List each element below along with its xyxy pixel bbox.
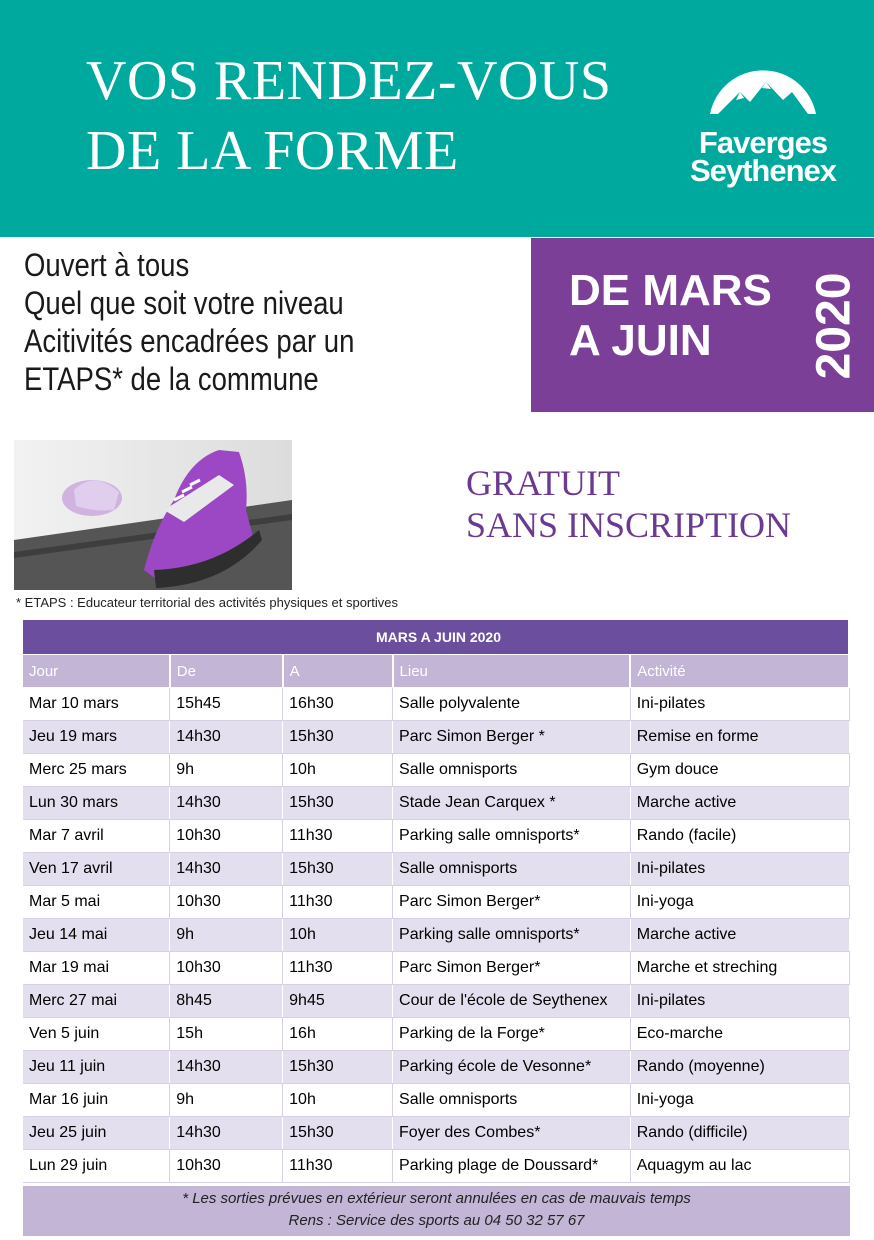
mountain-logo-icon bbox=[688, 52, 838, 132]
cell-de: 15h bbox=[170, 1018, 283, 1051]
cell-activite: Marche et streching bbox=[630, 952, 849, 985]
header-banner bbox=[0, 0, 874, 237]
cell-jour: Mar 5 mai bbox=[23, 886, 170, 919]
table-row bbox=[23, 1051, 849, 1084]
cell-a: 9h45 bbox=[283, 985, 393, 1018]
contact-note: Rens : Service des sports au 04 50 32 57 67 bbox=[288, 1212, 585, 1229]
table-row bbox=[23, 820, 849, 853]
table-row bbox=[23, 1150, 849, 1183]
column-header-lieu: Lieu bbox=[393, 655, 631, 688]
page-title bbox=[86, 46, 612, 186]
cell-lieu: Cour de l'école de Seythenex bbox=[393, 985, 631, 1018]
cell-activite: Rando (moyenne) bbox=[630, 1051, 849, 1084]
cell-activite: Ini-pilates bbox=[630, 853, 849, 886]
cell-de: 9h bbox=[170, 754, 283, 787]
cell-activite: Ini-pilates bbox=[630, 985, 849, 1018]
cell-a: 10h bbox=[283, 919, 393, 952]
cell-jour: Mar 7 avril bbox=[23, 820, 170, 853]
cell-lieu: Parking salle omnisports* bbox=[393, 820, 631, 853]
table-caption-row bbox=[23, 620, 849, 655]
cell-de: 8h45 bbox=[170, 985, 283, 1018]
cell-a: 15h30 bbox=[283, 1051, 393, 1084]
cell-a: 11h30 bbox=[283, 886, 393, 919]
column-header-activite: Activité bbox=[630, 655, 849, 688]
year-label bbox=[799, 256, 869, 396]
cell-lieu: Foyer des Combes* bbox=[393, 1117, 631, 1150]
cell-a: 15h30 bbox=[283, 721, 393, 754]
cell-jour: Lun 29 juin bbox=[23, 1150, 170, 1183]
cell-de: 14h30 bbox=[170, 721, 283, 754]
cell-lieu: Parking salle omnisports* bbox=[393, 919, 631, 952]
table-row bbox=[23, 721, 849, 754]
cell-activite: Rando (facile) bbox=[630, 820, 849, 853]
intro-line-3: Acitivités encadrées par un bbox=[24, 323, 355, 359]
logo-text-line-2: Seythenex bbox=[689, 153, 837, 188]
cell-jour: Jeu 19 mars bbox=[23, 721, 170, 754]
table-row bbox=[23, 952, 849, 985]
cell-a: 15h30 bbox=[283, 853, 393, 886]
column-header-de: De bbox=[170, 655, 283, 688]
cell-a: 10h bbox=[283, 754, 393, 787]
cell-jour: Lun 30 mars bbox=[23, 787, 170, 820]
table-caption: MARS A JUIN 2020 bbox=[23, 620, 849, 655]
table-body bbox=[23, 688, 849, 1183]
cell-de: 14h30 bbox=[170, 853, 283, 886]
running-shoe-icon bbox=[14, 440, 292, 590]
running-shoe-photo bbox=[14, 440, 292, 590]
table-row bbox=[23, 919, 849, 952]
table-row bbox=[23, 787, 849, 820]
cell-a: 15h30 bbox=[283, 1117, 393, 1150]
free-line-2: SANS INSCRIPTION bbox=[466, 505, 792, 545]
table-row bbox=[23, 985, 849, 1018]
logo-text-line-1: Faverges bbox=[698, 125, 828, 160]
period-box bbox=[531, 238, 874, 412]
cell-de: 14h30 bbox=[170, 1117, 283, 1150]
cell-de: 10h30 bbox=[170, 1150, 283, 1183]
cell-de: 14h30 bbox=[170, 787, 283, 820]
cell-activite: Eco-marche bbox=[630, 1018, 849, 1051]
intro-line-1: Ouvert à tous bbox=[24, 247, 190, 283]
weather-note: * Les sorties prévues en extérieur seront annulées en cas de mauvais temps bbox=[182, 1190, 691, 1207]
cell-activite: Ini-pilates bbox=[630, 688, 849, 721]
table-row bbox=[23, 853, 849, 886]
cell-lieu: Salle omnisports bbox=[393, 853, 631, 886]
table-row bbox=[23, 688, 849, 721]
cell-de: 10h30 bbox=[170, 952, 283, 985]
cell-lieu: Parc Simon Berger* bbox=[393, 886, 631, 919]
cell-jour: Mar 10 mars bbox=[23, 688, 170, 721]
cell-jour: Jeu 14 mai bbox=[23, 919, 170, 952]
cell-activite: Remise en forme bbox=[630, 721, 849, 754]
cell-lieu: Stade Jean Carquex * bbox=[393, 787, 631, 820]
cell-lieu: Parc Simon Berger* bbox=[393, 952, 631, 985]
table-row bbox=[23, 1117, 849, 1150]
table-notes bbox=[23, 1186, 850, 1236]
cell-jour: Ven 5 juin bbox=[23, 1018, 170, 1051]
cell-lieu: Parc Simon Berger * bbox=[393, 721, 631, 754]
table-header-row bbox=[23, 655, 849, 688]
cell-a: 16h30 bbox=[283, 688, 393, 721]
cell-jour: Merc 27 mai bbox=[23, 985, 170, 1018]
cell-activite: Marche active bbox=[630, 919, 849, 952]
cell-a: 15h30 bbox=[283, 787, 393, 820]
cell-activite: Gym douce bbox=[630, 754, 849, 787]
table-row bbox=[23, 754, 849, 787]
cell-a: 11h30 bbox=[283, 820, 393, 853]
cell-activite: Marche active bbox=[630, 787, 849, 820]
cell-activite: Aquagym au lac bbox=[630, 1150, 849, 1183]
cell-activite: Rando (difficile) bbox=[630, 1117, 849, 1150]
etaps-footnote: * ETAPS : Educateur territorial des activités physiques et sportives bbox=[16, 595, 398, 610]
cell-lieu: Salle polyvalente bbox=[393, 688, 631, 721]
cell-a: 11h30 bbox=[283, 1150, 393, 1183]
cell-de: 9h bbox=[170, 919, 283, 952]
cell-de: 10h30 bbox=[170, 886, 283, 919]
period-label bbox=[569, 266, 772, 366]
cell-lieu: Parking école de Vesonne* bbox=[393, 1051, 631, 1084]
intro-line-2: Quel que soit votre niveau bbox=[24, 285, 344, 321]
period-line-1: DE MARS bbox=[569, 266, 772, 315]
cell-a: 16h bbox=[283, 1018, 393, 1051]
cell-de: 9h bbox=[170, 1084, 283, 1117]
cell-lieu: Parking de la Forge* bbox=[393, 1018, 631, 1051]
cell-jour: Jeu 25 juin bbox=[23, 1117, 170, 1150]
table-row bbox=[23, 886, 849, 919]
table-row bbox=[23, 1018, 849, 1051]
cell-de: 10h30 bbox=[170, 820, 283, 853]
cell-activite: Ini-yoga bbox=[630, 886, 849, 919]
title-line-1: VOS RENDEZ-VOUS bbox=[86, 50, 612, 112]
cell-a: 11h30 bbox=[283, 952, 393, 985]
period-line-2: A JUIN bbox=[569, 316, 712, 365]
cell-activite: Ini-yoga bbox=[630, 1084, 849, 1117]
free-line-1: GRATUIT bbox=[466, 463, 620, 503]
column-header-a: A bbox=[283, 655, 393, 688]
intro-line-4: ETAPS* de la commune bbox=[24, 361, 319, 397]
column-header-jour: Jour bbox=[23, 655, 170, 688]
cell-jour: Ven 17 avril bbox=[23, 853, 170, 886]
cell-jour: Merc 25 mars bbox=[23, 754, 170, 787]
cell-de: 14h30 bbox=[170, 1051, 283, 1084]
cell-a: 10h bbox=[283, 1084, 393, 1117]
cell-lieu: Salle omnisports bbox=[393, 1084, 631, 1117]
cell-lieu: Parking plage de Doussard* bbox=[393, 1150, 631, 1183]
cell-jour: Mar 16 juin bbox=[23, 1084, 170, 1117]
title-line-2: DE LA FORME bbox=[86, 120, 459, 182]
table-row bbox=[23, 1084, 849, 1117]
free-notice bbox=[466, 462, 791, 546]
cell-lieu: Salle omnisports bbox=[393, 754, 631, 787]
cell-jour: Jeu 11 juin bbox=[23, 1051, 170, 1084]
faverges-seythenex-logo bbox=[688, 52, 838, 192]
year-text: 2020 bbox=[807, 272, 861, 380]
cell-jour: Mar 19 mai bbox=[23, 952, 170, 985]
schedule-table bbox=[23, 620, 850, 1183]
intro-text bbox=[24, 246, 408, 398]
cell-de: 15h45 bbox=[170, 688, 283, 721]
